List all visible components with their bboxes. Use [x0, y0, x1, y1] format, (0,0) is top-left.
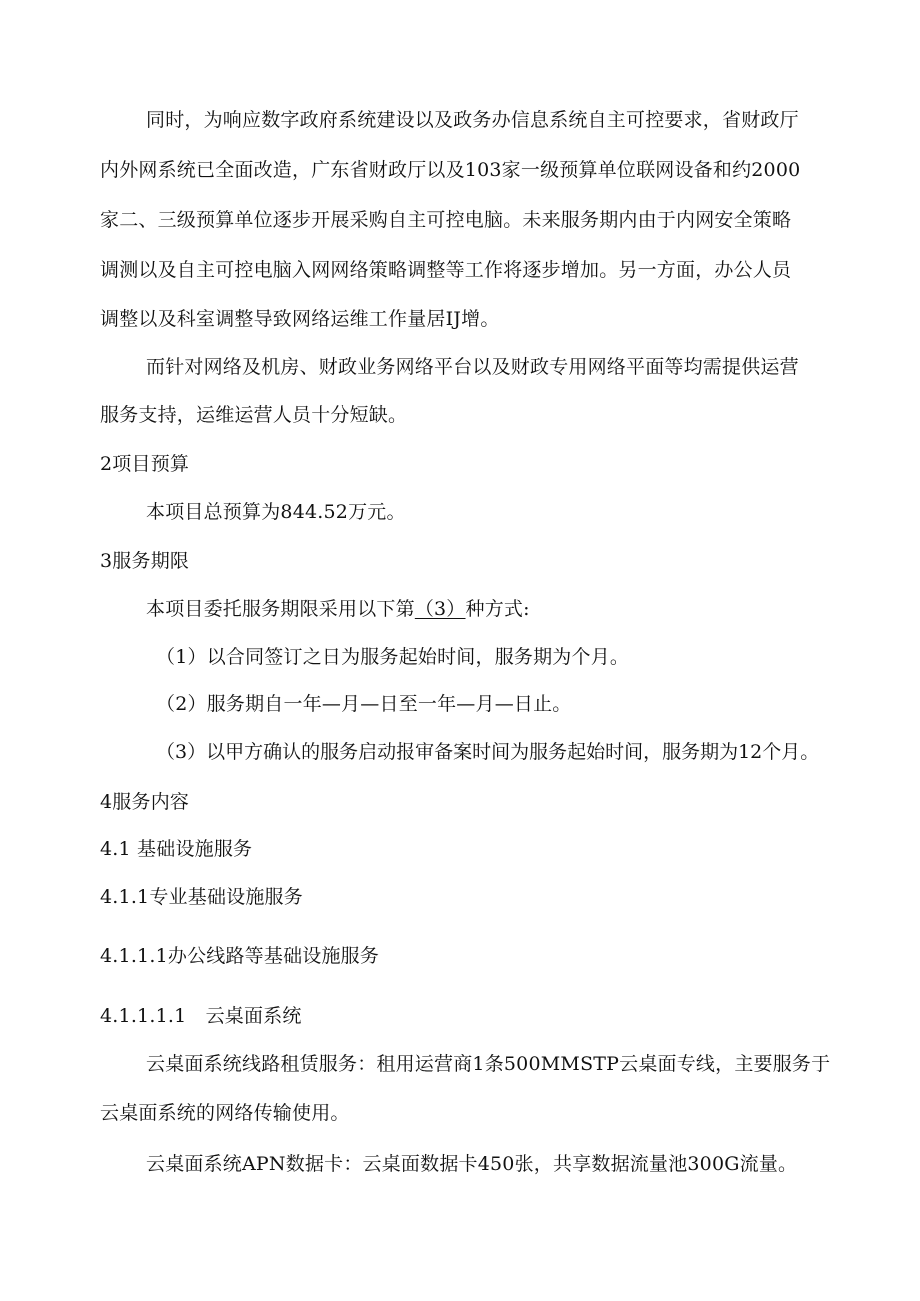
subsection-heading: 4.1.1专业基础设施服务 — [100, 886, 303, 908]
paragraph-line: 云桌面系统线路租赁服务：租用运营商1条500MMSTP云桌面专线，主要服务于 — [146, 1053, 831, 1075]
paragraph-line: 云桌面系统的网络传输使用。 — [100, 1102, 350, 1124]
intro-after: 种方式: — [465, 598, 530, 620]
paragraph-line: 家二、三级预算单位逐步开展采购自主可控电脑。未来服务期内由于内网安全策略 — [100, 209, 792, 231]
subsection-heading: 4.1.1.1.1 云桌面系统 — [100, 1005, 302, 1027]
section-heading-service-period: 3服务期限 — [100, 550, 190, 572]
budget-text: 本项目总预算为844.52万元。 — [146, 501, 406, 523]
service-period-option: （3）以甲方确认的服务启动报审备案时间为服务起始时间，服务期为12个月。 — [156, 741, 820, 763]
section-heading-service-content: 4服务内容 — [100, 791, 190, 813]
paragraph-line: 同时，为响应数字政府系统建设以及政务办信息系统自主可控要求，省财政厅 — [146, 109, 799, 131]
subsection-heading: 4.1 基础设施服务 — [100, 838, 253, 860]
paragraph-line: 服务支持，运维运营人员十分短缺。 — [100, 404, 408, 426]
section-heading-budget: 2项目预算 — [100, 453, 190, 475]
subsection-heading: 4.1.1.1办公线路等基础设施服务 — [100, 945, 380, 967]
paragraph-line: 调整以及科室调整导致网络运维工作量居IJ增。 — [100, 308, 500, 330]
paragraph-line: 而针对网络及机房、财政业务网络平台以及财政专用网络平面等均需提供运营 — [146, 356, 799, 378]
service-period-option: （1）以合同签订之日为服务起始时间，服务期为个月。 — [156, 646, 630, 668]
paragraph-line: 内外网系统已全面改造，广东省财政厅以及103家一级预算单位联网设备和约2000 — [100, 159, 801, 181]
paragraph-line: 调测以及自主可控电脑入网网络策略调整等工作将逐步增加。另一方面，办公人员 — [100, 259, 792, 281]
paragraph-line: 云桌面系统APN数据卡：云桌面数据卡450张，共享数据流量池300G流量。 — [146, 1153, 798, 1175]
service-period-intro — [146, 597, 530, 621]
intro-choice: （3） — [414, 598, 466, 620]
service-period-option: （2）服务期自一年—月—日至一年—月—日止。 — [156, 693, 572, 715]
intro-before: 本项目委托服务期限采用以下第 — [146, 598, 415, 620]
